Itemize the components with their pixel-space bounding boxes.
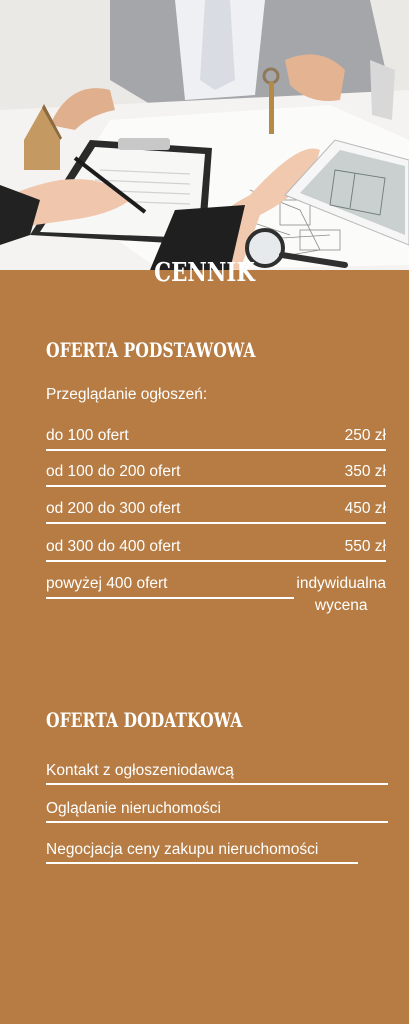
price-row-label: od 300 do 400 ofert	[46, 538, 181, 555]
price-row-label: od 200 do 300 ofert	[46, 500, 181, 517]
hero-photo	[0, 0, 409, 270]
price-row	[46, 500, 386, 524]
price-row	[46, 463, 386, 487]
price-row	[46, 575, 386, 614]
list-item-label: Kontakt z ogłoszeniodawcą	[46, 762, 234, 779]
basic-offer-title: OFERTA PODSTAWOWA	[46, 338, 256, 362]
real-estate-signing-illustration	[0, 0, 409, 270]
price-row	[46, 538, 386, 562]
price-row	[46, 427, 386, 451]
row-divider	[46, 821, 388, 823]
price-row-value: 350 zł	[344, 463, 386, 480]
row-divider	[46, 485, 386, 487]
price-row-value: 450 zł	[344, 500, 386, 517]
row-divider	[46, 560, 386, 562]
list-item-label: Negocjacja ceny zakupu nieruchomości	[46, 841, 319, 858]
row-divider	[46, 783, 388, 785]
price-row-label: do 100 ofert	[46, 427, 129, 444]
row-divider	[46, 862, 358, 864]
row-divider	[46, 449, 386, 451]
additional-offer-title: OFERTA DODATKOWA	[46, 708, 243, 732]
price-row-value	[294, 573, 388, 617]
row-divider	[46, 522, 386, 524]
price-row-label: powyżej 400 ofert	[46, 575, 168, 592]
basic-offer-intro: Przeglądanie ogłoszeń:	[46, 386, 208, 403]
price-line-1: indywidualna	[296, 575, 386, 592]
page-title: CENNIK	[154, 258, 255, 288]
price-line-2: wycena	[314, 597, 368, 614]
list-item	[46, 762, 388, 785]
list-item	[46, 841, 388, 864]
list-item	[46, 800, 388, 823]
list-item-label: Oglądanie nieruchomości	[46, 800, 221, 817]
price-row-label: od 100 do 200 ofert	[46, 463, 181, 480]
price-row-value: 550 zł	[344, 538, 386, 555]
price-row-value: 250 zł	[344, 427, 386, 444]
